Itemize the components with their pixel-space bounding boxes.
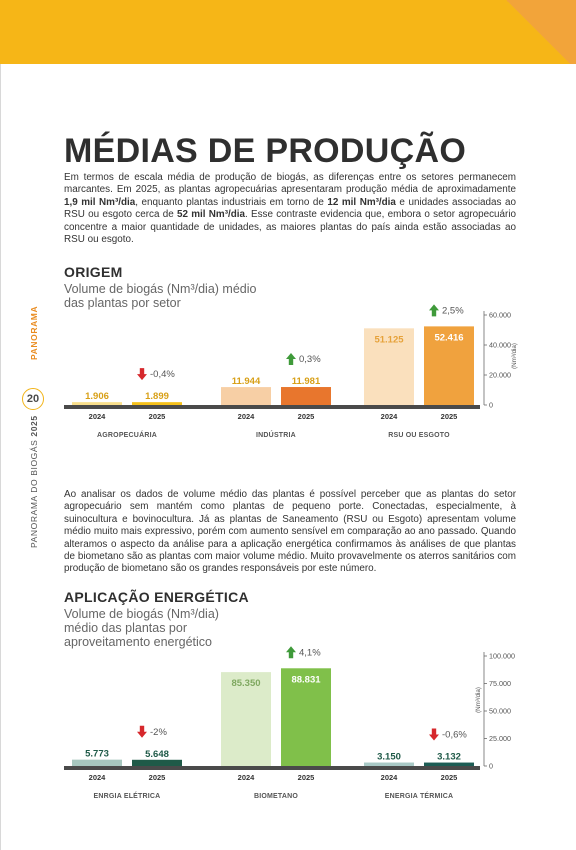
down-arrow-icon	[429, 729, 439, 741]
bar	[424, 763, 474, 766]
bar	[364, 763, 414, 766]
y-tick-label: 20.000	[489, 370, 511, 380]
change-label: 0,3%	[299, 354, 321, 366]
intro-paragraph: Em termos de escala média de produção de biogás, as diferenças entre os setores permanecem marcantes. Em 2025, as plantas agropecuárias apresentaram produção média de aproximadamente 1,9 mil Nm³/dia, enquanto plantas industriais em torno de 12 mil Nm³/dia e unidades associadas ao RSU ou esgoto cerca de 52 mil Nm³/dia. Esse contraste evidencia que, embora o setor agropecuário concentre a maior quantidade de unidades, as maiores plantas do país ainda estão associadas ao RSU ou esgoto.	[64, 172, 517, 246]
y-unit-label: (Nm³/dia)	[475, 687, 482, 713]
origem-subtitle: Volume de biogás (Nm³/dia) médio das plantas por setor	[64, 282, 257, 310]
bar-value-label: 5.648	[145, 748, 169, 760]
year-label: 2025	[440, 412, 458, 421]
page-title: MÉDIAS DE PRODUÇÃO	[64, 132, 467, 170]
year-label: 2025	[440, 773, 458, 782]
group-label: ENERGIA TÉRMICA	[384, 793, 454, 800]
bar-value-label: 52.416	[434, 332, 464, 344]
year-label: 2024	[237, 773, 255, 782]
y-tick-label: 60.000	[489, 310, 511, 320]
year-label: 2025	[297, 773, 315, 782]
group-label: BIOMETANO	[253, 793, 299, 800]
middle-paragraph: Ao analisar os dados de volume médio das plantas é possível perceber que as plantas do setor agropecuário sem mantém como plantas de pequeno porte. Conectadas, especialmente, à suinocultura e bovinocultura. Já as plantas de Saneamento (RSU ou Esgoto) apresentam volume médio muito mais expressivo, porém com aumento sensível em comparação ao ano passado. Quando alteramos o aspecto da análise para a aplicação energética confirmamos às análises de que plantas de biometano são as plantas com maior volume médio. Muito provavelmente os aterros sanitários com produção de biometano são os grandes responsáveis por este número.	[64, 489, 516, 575]
bar-value-label: 88.831	[291, 674, 321, 686]
bar-value-label: 51.125	[374, 334, 404, 346]
y-tick-label: 100.000	[489, 651, 515, 661]
change-label: 4,1%	[299, 647, 321, 659]
y-tick-label: 50.000	[489, 706, 511, 716]
year-label: 2024	[380, 412, 398, 421]
aplicacao-title: APLICAÇÃO ENERGÉTICA	[64, 589, 249, 605]
page-number: 20	[22, 388, 44, 410]
group-label: INDÚSTRIA	[256, 432, 296, 439]
year-label: 2025	[148, 773, 166, 782]
y-unit-label: (Nm³/dia)	[511, 343, 518, 369]
year-label: 2024	[237, 412, 255, 421]
y-tick-label: 0	[489, 761, 493, 771]
group-label: RSU OU ESGOTO	[388, 432, 450, 439]
bar-value-label: 1.906	[85, 391, 109, 403]
y-tick-label: 0	[489, 400, 493, 410]
bar-value-label: 85.350	[231, 678, 261, 690]
bar	[72, 760, 122, 766]
change-label: -2%	[150, 726, 167, 738]
bar-value-label: 5.773	[85, 748, 109, 760]
bar-value-label: 11.981	[291, 376, 321, 388]
year-label: 2024	[380, 773, 398, 782]
change-label: -0,4%	[150, 369, 175, 381]
up-arrow-icon	[286, 646, 296, 658]
year-label: 2024	[88, 412, 106, 421]
bar-value-label: 1.899	[145, 391, 169, 403]
change-label: 2,5%	[442, 305, 464, 317]
y-tick-label: 40.000	[489, 340, 511, 350]
year-label: 2024	[88, 773, 106, 782]
year-label: 2025	[148, 412, 166, 421]
change-label: -0,6%	[442, 729, 467, 741]
side-publication-label: PANORAMA DO BIOGÁS 2025	[29, 415, 39, 548]
bar-value-label: 11.944	[231, 376, 261, 388]
side-section-label: PANORAMA	[29, 305, 39, 360]
y-tick-label: 75.000	[489, 679, 511, 688]
group-label: AGROPECUÁRIA	[97, 432, 157, 439]
y-tick-label: 25.000	[489, 734, 511, 743]
bar	[132, 760, 182, 766]
chart-baseline	[64, 766, 480, 770]
bar-value-label: 3.132	[437, 751, 461, 763]
origem-title: ORIGEM	[64, 264, 123, 280]
aplicacao-subtitle: Volume de biogás (Nm³/dia) médio das plantas por aproveitamento energético	[64, 607, 219, 649]
year-label: 2025	[297, 412, 315, 421]
group-label: ENRGIA ELÉTRICA	[93, 793, 161, 800]
down-arrow-icon	[137, 726, 147, 738]
bar-value-label: 3.150	[377, 751, 401, 763]
